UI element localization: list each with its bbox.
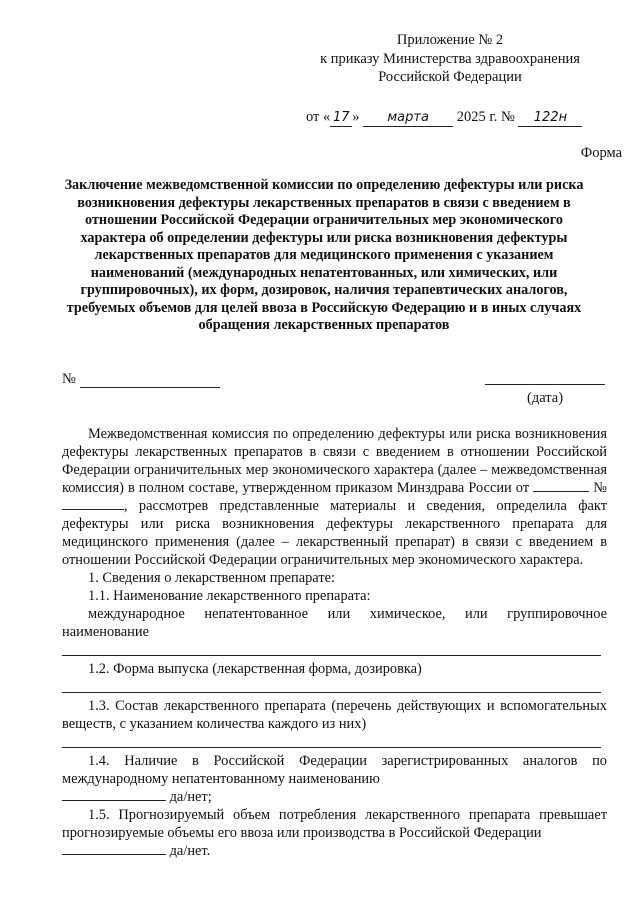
section-1-4-answer <box>62 788 607 806</box>
intro-paragraph <box>62 425 607 569</box>
annex-line-1: Приложение № 2 <box>396 32 504 48</box>
yes-no-end-label: да/нет. <box>169 843 211 859</box>
section-1-2: 1.2. Форма выпуска (лекарственная форма, дозировка) <box>88 661 422 677</box>
number-field <box>62 371 220 388</box>
section-1-4: 1.4. Наличие в Российской Федерации зарегистрированных аналогов по международному непатентованному наименованию <box>62 753 607 787</box>
order-number-blank <box>62 497 124 510</box>
section-1-5-answer <box>62 842 607 860</box>
intro-number-sign: № <box>593 480 607 496</box>
section-1-2-blank <box>62 678 601 693</box>
number-label: № <box>62 371 76 387</box>
form-label: Форма <box>580 145 622 161</box>
section-1-1-text: международное непатентованное или химическое, или группировочное наименование <box>62 606 607 640</box>
section-1-5-blank <box>62 842 166 855</box>
handwritten-month: марта <box>363 110 453 127</box>
number-blank <box>80 373 220 388</box>
section-1-5: 1.5. Прогнозируемый объем потребления лекарственного препарата превышает прогнозируемые объемы его ввоза или производства в Российской Федерации <box>62 807 607 841</box>
date-label: (дата) <box>527 390 564 406</box>
section-1-3-blank <box>62 733 601 748</box>
section-1-1: 1.1. Наименование лекарственного препарата: <box>88 588 371 604</box>
yes-no-label: да/нет; <box>169 789 212 805</box>
section-1-1-blank <box>62 641 601 656</box>
order-date-blank <box>533 479 589 492</box>
intro-text-a: Межведомственная комиссия по определению дефектуры или риска возникновения дефектуры лекарственных препаратов в связи с введением в отношении Российской Федерации ограничительных мер экономического характера (далее – межведомственная комиссия) в полном составе, утвержденном приказом Минздрава России от <box>62 426 607 496</box>
annex-header <box>300 31 600 87</box>
document-title: Заключение межведомственной комиссии по определению дефектуры или риска возникновения дефектуры лекарственных препаратов в связи с введением в отношении Российской Федерации ограничительных мер экономического характера об определении дефектуры или риска возникновения дефектуры лекарственных препаратов для медицинского применения с указанием наименований (международных непатентованных, или химических, или группировочных), их форм, дозировок, наличия терапевтических аналогов, требуемых объемов для целей ввоза в Российскую Федерацию и в иных случаях обращения лекарственных препаратов <box>64 177 584 333</box>
section-1-3: 1.3. Состав лекарственного препарата (перечень действующих и вспомогательных веществ, с указанием количества каждого из них) <box>62 698 607 732</box>
annex-line-2: к приказу Министерства здравоохранения <box>320 50 580 67</box>
intro-text-c: , рассмотрев представленные материалы и сведения, определила факт дефектуры или риска возникновения дефектуры лекарственного препарата для медицинского применения (далее – лекарственный препарат) в связи с введением в отношении Российской Федерации ограничительных мер экономического характера. <box>62 498 607 568</box>
handwritten-order-number: 122н <box>518 110 582 127</box>
document-body <box>62 425 607 860</box>
annex-line-3: Российской Федерации <box>378 69 522 85</box>
date-prefix: от « <box>306 109 331 125</box>
section-1-4-blank <box>62 788 166 801</box>
section-1: 1. Сведения о лекарственном препарате: <box>88 570 336 586</box>
date-blank <box>485 384 605 385</box>
year-number-label: 2025 г. № <box>456 109 515 125</box>
annex-date-line <box>306 107 582 127</box>
handwritten-day: 17 <box>330 110 352 127</box>
date-quote-close: » <box>352 109 360 125</box>
